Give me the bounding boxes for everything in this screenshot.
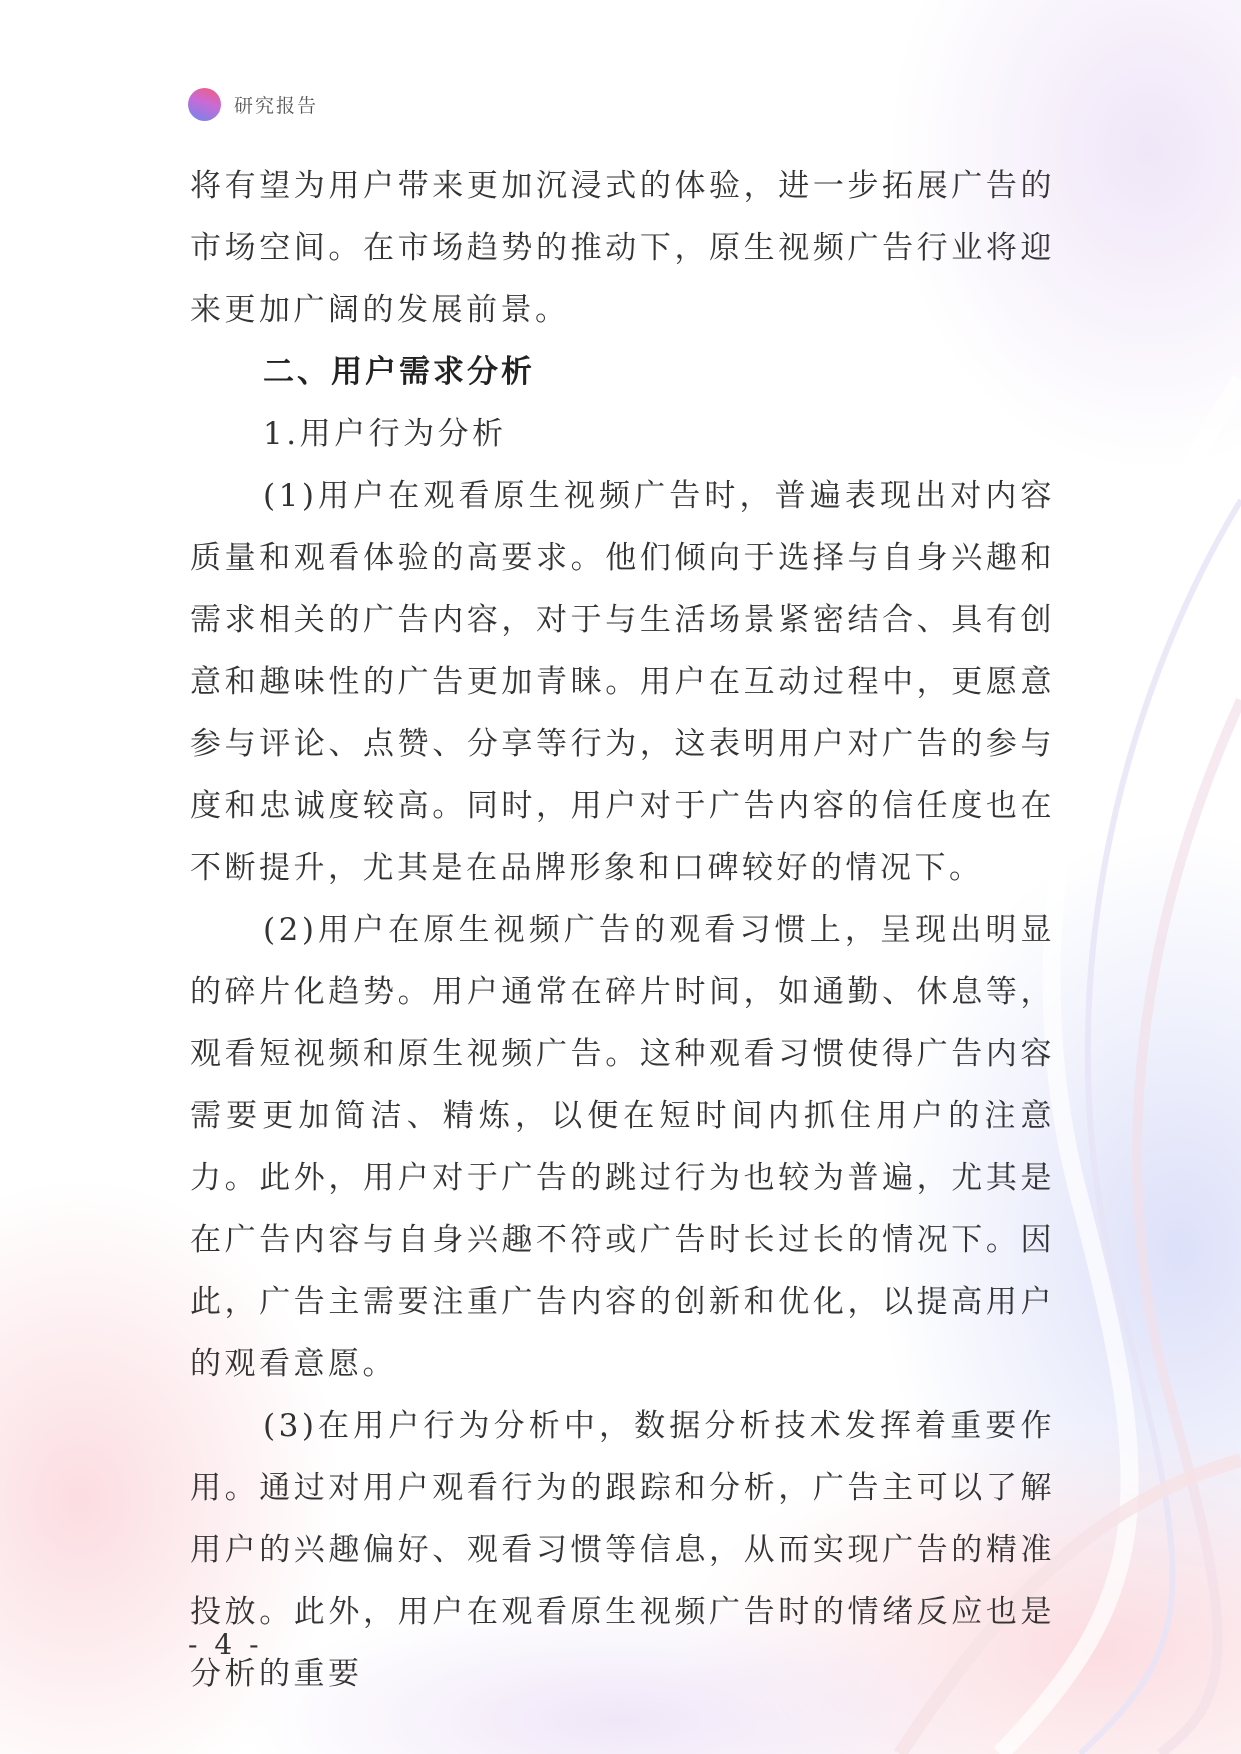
- document-body: [190, 155, 1055, 1705]
- header-title: 研究报告: [234, 94, 319, 117]
- paragraph-1: (1)用户在观看原生视频广告时，普遍表现出对内容质量和观看体验的高要求。他们倾向于选择与自身兴趣和需求相关的广告内容，对于与生活场景紧密结合、具有创意和趣味性的广告更加青睐。用户在互动过程中，更愿意参与评论、点赞、分享等行为，这表明用户对广告的参与度和忠诚度较高。同时，用户对于广告内容的信任度也在不断提升，尤其是在品牌形象和口碑较好的情况下。: [190, 478, 1055, 886]
- subsection-heading: 1.用户行为分析: [263, 416, 507, 452]
- section-heading: 二、用户需求分析: [263, 354, 535, 390]
- paragraph-3: (3)在用户行为分析中，数据分析技术发挥着重要作用。通过对用户观看行为的跟踪和分析，广告主可以了解用户的兴趣偏好、观看习惯等信息，从而实现广告的精准投放。此外，用户在观看原生视频广告时的情绪反应也是分析的重要: [190, 1408, 1055, 1692]
- paragraph-2: (2)用户在原生视频广告的观看习惯上，呈现出明显的碎片化趋势。用户通常在碎片时间，如通勤、休息等，观看短视频和原生视频广告。这种观看习惯使得广告内容需要更加简洁、精炼，以便在短时间内抓住用户的注意力。此外，用户对于广告的跳过行为也较为普遍，尤其是在广告内容与自身兴趣不符或广告时长过长的情况下。因此，广告主需要注重广告内容的创新和优化，以提高用户的观看意愿。: [190, 912, 1055, 1382]
- intro-paragraph: 将有望为用户带来更加沉浸式的体验，进一步拓展广告的市场空间。在市场趋势的推动下，原生视频广告行业将迎来更加广阔的发展前景。: [190, 168, 1055, 328]
- page-number: - 4 -: [188, 1628, 263, 1661]
- gradient-circle-logo-icon: [188, 88, 221, 121]
- report-header: [188, 86, 318, 122]
